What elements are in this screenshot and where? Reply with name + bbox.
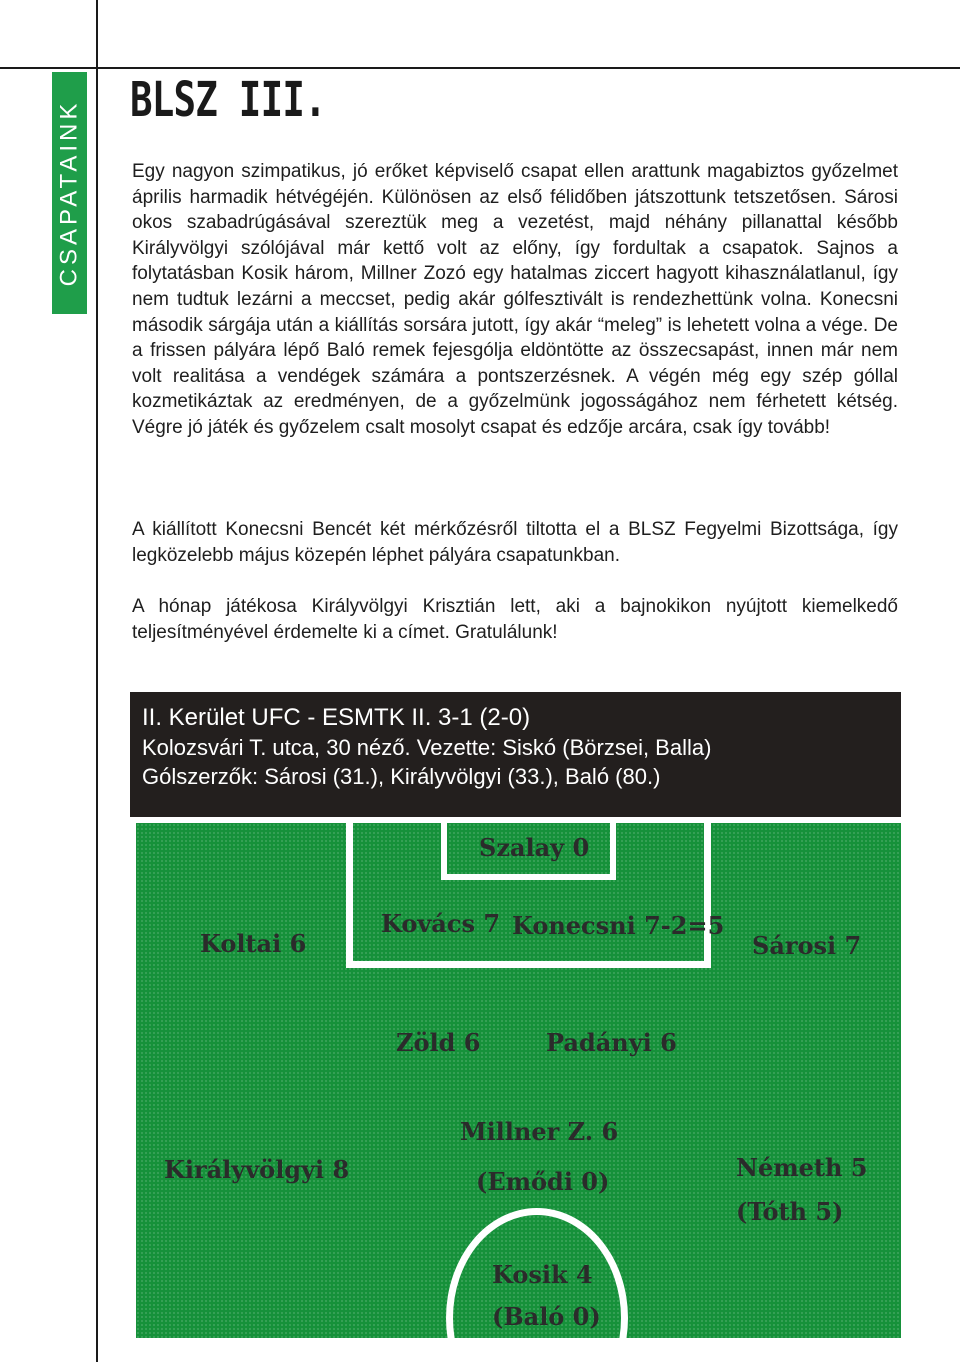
player-midfielder-2: Padányi 6 [546, 1028, 677, 1057]
horizontal-rule [0, 67, 960, 69]
player-sub-right-wing: (Tóth 5) [736, 1197, 844, 1226]
lineup-pitch [136, 823, 901, 1338]
player-right-wing: Németh 5 [736, 1153, 868, 1182]
section-tab-label: CSAPATAINK [55, 99, 83, 287]
player-striker: Kosik 4 [492, 1260, 593, 1289]
match-result: II. Kerület UFC - ESMTK II. 3-1 (2-0) [142, 704, 531, 731]
player-attacking-mid: Millner Z. 6 [460, 1117, 619, 1146]
match-info-box [130, 692, 901, 817]
match-venue: Kolozsvári T. utca, 30 néző. Vezette: Siskó (Börzsei, Balla) [142, 735, 712, 760]
vertical-rule [96, 0, 98, 1362]
player-midfielder-1: Zöld 6 [396, 1028, 481, 1057]
player-defender-1: Kovács 7 [381, 909, 501, 938]
player-defender-2: Konecsni 7-2=5 [512, 911, 725, 940]
article-paragraph-2: A kiállított Konecsni Bencét két mérkőzésről tiltotta el a BLSZ Fegyelmi Bizottsága, így legközelebb május közepén léphet pályára csapatunkban. [132, 519, 898, 566]
article-paragraph-1: Egy nagyon szimpatikus, jó erőket képviselő csapat ellen arattunk magabiztos győzelmet április harmadik hétvégéjén. Különösen az első félidőben játszottunk tetszetősen. Sárosi okos szabadrúgásával szereztük meg a vezetést, majd néhány pillanattal később Királyvölgyi szólójával már kettő volt az előny, így fordultak a csapatok. Sajnos a folytatásban Kosik három, Millner Zozó egy hatalmas ziccert hagyott kihasználatlanul, így nem tudtuk lezárni a meccset, pedig akár gólfesztivált is rendezhettünk volna. Konecsni második sárgája után a kiállítás sorsára jutott, így akár “meleg” is lehetett volna a vége. De a frissen pályára lépő Baló remek fejesgólja eldöntötte az összecsapást, innen már nem volt realitása a vendégek számára a pontszerzésnek. A végén még egy szép góllal kozmetikáztak az eredményen, de a győzelmünk jogosságához nem férhetett kétség. Végre jó játék és győzelem csalt mosolyt csapat és edzője arcára, csak így tovább! [132, 161, 898, 438]
article-paragraph-3: A hónap játékosa Királyvölgyi Krisztián lett, aki a bajnokikon nyújtott kiemelkedő teljesítményével érdemelte ki a címet. Gratulálunk! [132, 596, 898, 643]
player-goalkeeper: Szalay 0 [479, 833, 590, 862]
player-left-wing: Királyvölgyi 8 [164, 1155, 350, 1184]
match-scorers: Gólszerzők: Sárosi (31.), Királyvölgyi (33.), Baló (80.) [142, 764, 661, 789]
player-sub-attacking-mid: (Emődi 0) [476, 1167, 610, 1196]
player-right-back: Sárosi 7 [752, 931, 862, 960]
article-title: BLSZ III. [130, 72, 326, 128]
player-left-back: Koltai 6 [200, 929, 307, 958]
player-sub-striker: (Baló 0) [492, 1302, 601, 1331]
section-tab [52, 72, 87, 314]
